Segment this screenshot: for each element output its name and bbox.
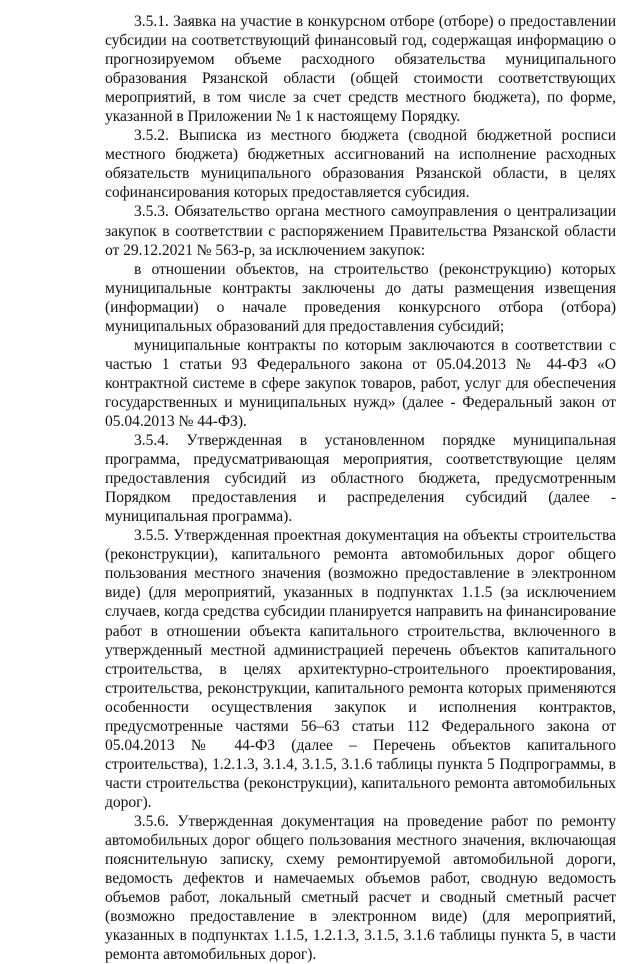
paragraph-3-5-4: 3.5.4. Утвержденная в установленном порядке муниципальная программа, предусматривающая мероприятия, соответствующие целям предоставления субсидий из областного бюджета, предусмотренным Порядком предоставления и распределения субсидий (далее - муниципальная программа). xyxy=(105,432,616,526)
paragraph-3-5-3-item-objects: в отношении объектов, на строительство (реконструкцию) которых муниципальные контракты заключены до даты размещения извещения (информации) о начале проведения конкурсного отбора (отбора) муниципальных образований для предоставления субсидий; xyxy=(105,260,616,335)
paragraph-3-5-5: 3.5.5. Утвержденная проектная документация на объекты строительства (реконструкции), капитального ремонта автомобильных дорог общего пользования местного значения (возможно предоставление в электронном виде) (для мероприятий, указанных в подпунктах 1.1.5 (за исключением случаев, когда средства субсидии планируется направить на финансирование работ в отношении объекта капитального строительства, включенного в утвержденный местной администрацией перечень объектов капитального строительства, в целях архитектурно-строительного проектирования, строительства, реконструкции, капитального ремонта которых применяются особенности осуществления закупок и исполнения контрактов, предусмотренные частями 56–63 статьи 112 Федерального закона от 05.04.2013 № 44-ФЗ (далее – Перечень объектов капитального строительства), 1.2.1.3, 3.1.4, 3.1.5, 3.1.6 таблицы пункта 5 Подпрограммы, в части строительства (реконструкции), капитального ремонта автомобильных дорог). xyxy=(105,527,616,811)
paragraph-3-5-3: 3.5.3. Обязательство органа местного самоуправления о централизации закупок в соответствии с распоряжением Правительства Рязанской области от 29.12.2021 № 563-р, за исключением закупок: xyxy=(105,203,616,259)
paragraph-3-5-2: 3.5.2. Выписка из местного бюджета (сводной бюджетной росписи местного бюджета) бюджетных ассигнований на исполнение расходных обязательств муниципального образования Рязанской области, в целях софинансирования которых предоставляется субсидия. xyxy=(105,127,616,202)
paragraph-3-5-6: 3.5.6. Утвержденная документация на проведение работ по ремонту автомобильных дорог общего пользования местного значения, включающая пояснительную записку, схему ремонтируемой автомобильной дороги, ведомость дефектов и намечаемых объемов работ, сводную ведомость объемов работ, локальный сметный расчет и сводный сметный расчет (возможно предоставление в электронном виде) (для мероприятий, указанных в подпунктах 1.1.5, 1.2.1.3, 3.1.5, 3.1.6 таблицы пункта 5, в части ремонта автомобильных дорог). xyxy=(105,812,616,964)
paragraph-3-5-1: 3.5.1. Заявка на участие в конкурсном отборе (отборе) о предоставлении субсидии на соответствующий финансовый год, содержащая информацию о прогнозируемом объеме расходного обязательства муниципального образования Рязанской области (общей стоимости соответствующих мероприятий, в том числе за счет средств местного бюджета), по форме, указанной в Приложении № 1 к настоящему Порядку. xyxy=(105,13,616,126)
paragraph-3-5-3-item-contracts: муниципальные контракты по которым заключаются в соответствии с частью 1 статьи 93 Федерального закона от 05.04.2013 № 44-ФЗ «О контрактной системе в сфере закупок товаров, работ, услуг для обеспечения государственных и муниципальных нужд» (далее - Федеральный закон от 05.04.2013 № 44-ФЗ). xyxy=(105,336,616,430)
